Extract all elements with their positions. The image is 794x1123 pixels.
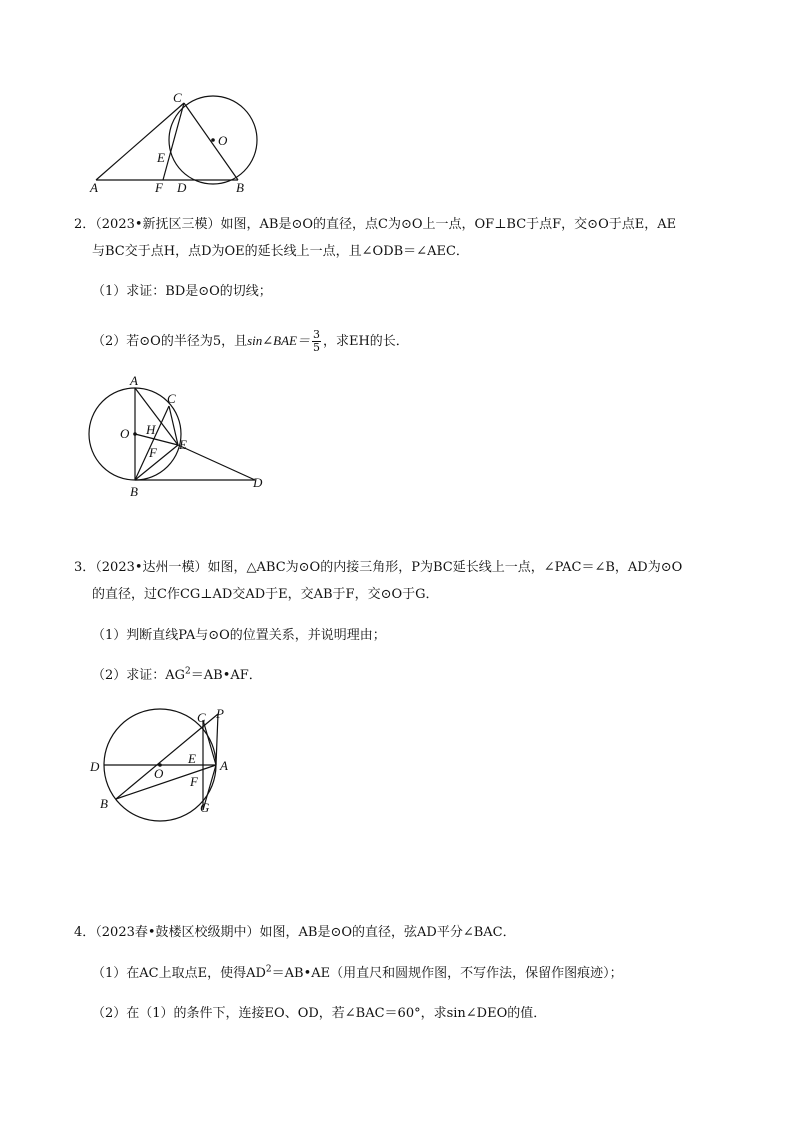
label-c: C [167,391,176,406]
label-b: B [100,796,108,811]
label-o: O [154,766,164,781]
figure-3 [85,704,245,824]
label-b: B [236,180,244,195]
q2-fraction [312,329,321,354]
q2-subquestion-1: （1）求证：BD是⊙O的切线； [92,284,272,299]
label-o: O [120,426,130,441]
segment-bc [135,406,169,480]
segment-ca [203,720,216,765]
label-b: B [130,484,138,499]
segment-ac [96,103,184,180]
label-d: D [90,759,100,774]
label-d: D [177,180,187,195]
label-p: P [216,706,224,721]
label-f: F [155,180,163,195]
q3-sub2-superscript: 2 [185,666,191,677]
q2-fraction-denominator: 5 [312,341,320,354]
label-d: D [253,475,263,490]
q2-subquestion-2 [92,326,409,357]
q2-sub2-before: （2）若⊙O的半径为5，且 [92,334,248,349]
label-c: C [173,90,182,105]
q2-line-1: 2．（2023•新抚区三模）如图，AB是⊙O的直径，点C为⊙O上一点，OF⊥BC于点F，交⊙O于点E，AE [74,217,677,232]
q2-sub2-after: ，求EH的长． [322,334,409,349]
q3-subquestion-2 [92,668,262,684]
q4-line-1: 4．（2023春•鼓楼区校级期中）如图，AB是⊙O的直径，弦AD平分∠BAC． [74,925,516,940]
q3-line-2: 的直径，过C作CG⊥AD交AD于E，交AB于F，交⊙O于G． [92,587,439,602]
label-f: F [190,774,198,789]
label-e: E [188,751,196,766]
q3-line-1: 3．（2023•达州一模）如图，△ABC为⊙O的内接三角形，P为BC延长线上一点，∠PAC＝∠B，AD为⊙O [74,560,683,575]
label-a: A [90,180,98,195]
label-a: A [130,373,138,388]
q4-sub1-before: （1）在AC上取点E，使得AD [92,966,266,981]
label-e: E [179,437,187,452]
q2-fraction-numerator: 3 [312,328,320,341]
segment-cf [163,103,184,180]
figure-2 [85,372,275,502]
center-dot [133,432,137,436]
q4-subquestion-2: （2）在（1）的条件下，连接EO、OD，若∠BAC＝60°，求sin∠DEO的值． [92,1006,547,1021]
segment-cb [184,103,238,180]
label-e: E [157,150,165,165]
label-g: G [200,800,210,815]
q3-sub2-after: ＝AB•AF． [190,668,262,683]
center-dot [211,138,215,142]
figure-1 [85,88,275,198]
q2-sub2-math: sin∠BAE＝ [247,333,310,348]
label-f: F [149,445,157,460]
q3-sub2-before: （2）求证：AG [92,668,186,683]
segment-ba [116,765,216,799]
label-h: H [146,422,156,437]
tangent-pa [216,714,218,765]
label-o: O [218,133,228,148]
q2-line-2: 与BC交于点H，点D为OE的延长线上一点，且∠ODB＝∠AEC． [92,244,469,259]
q4-subquestion-1 [92,966,623,982]
segment-ed [178,445,255,480]
q3-subquestion-1: （1）判断直线PA与⊙O的位置关系，并说明理由； [92,628,386,643]
label-a: A [220,758,228,773]
label-c: C [197,710,206,725]
q4-sub1-superscript: 2 [265,964,272,975]
q4-sub1-after: ＝AB•AE（用直尺和圆规作图，不写作法，保留作图痕迹）； [271,966,623,981]
